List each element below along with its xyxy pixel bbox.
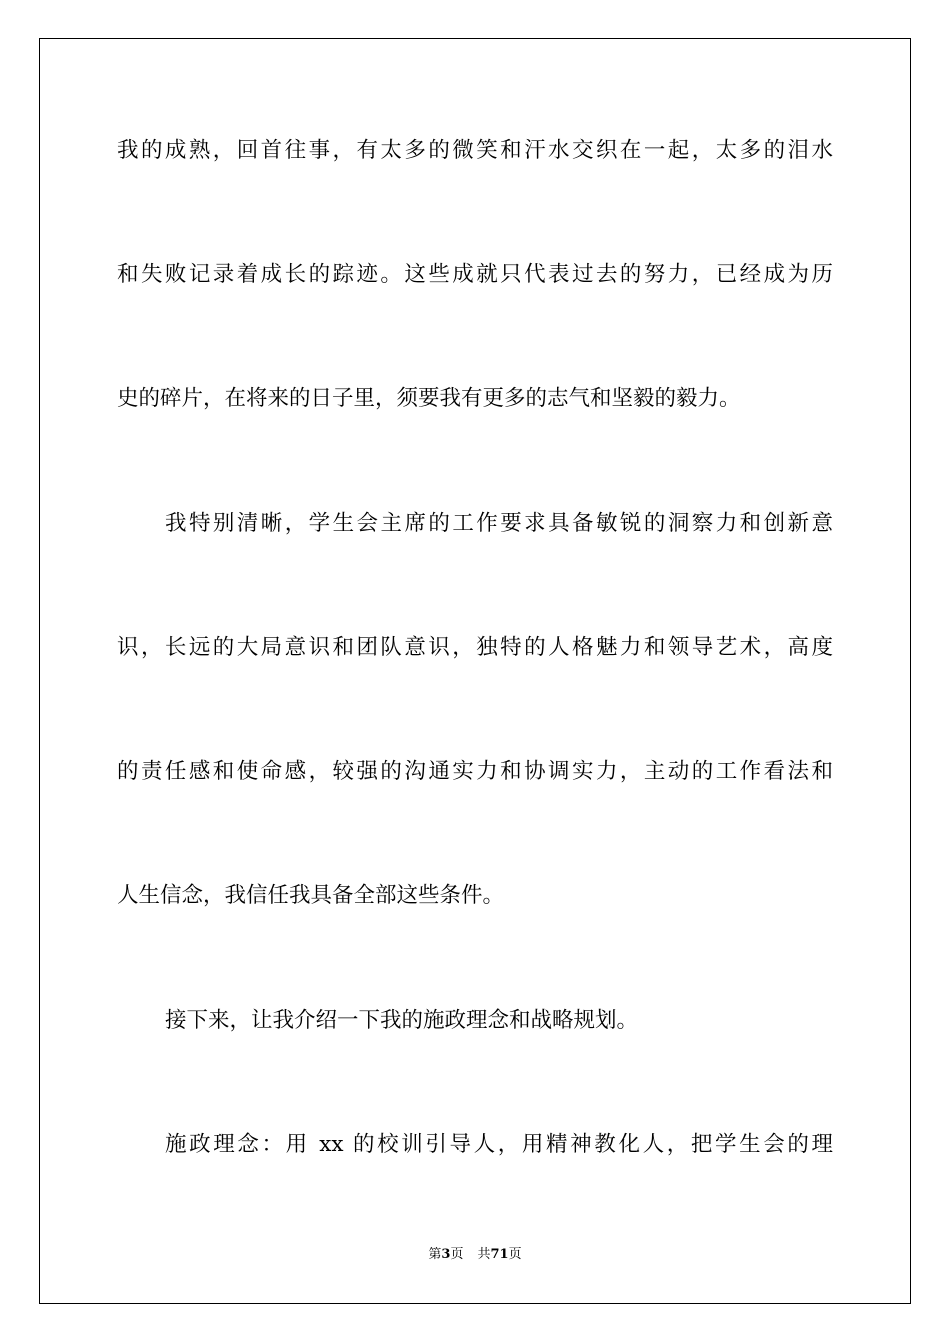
footer-page-suffix: 页	[450, 1247, 464, 1262]
page-footer	[0, 1246, 950, 1264]
footer-total-prefix: 共	[477, 1247, 491, 1262]
paragraph-line: 人生信念，我信任我具备全部这些条件。	[117, 883, 505, 908]
paragraph-line: 的责任感和使命感，较强的沟通实力和协调实力，主动的工作看法和	[117, 759, 833, 784]
paragraph-line: 我特别清晰，学生会主席的工作要求具备敏锐的洞察力和创新意	[165, 511, 833, 536]
footer-page-prefix: 第	[428, 1247, 442, 1262]
page-border	[39, 38, 911, 1304]
paragraph-line: 识，长远的大局意识和团队意识，独特的人格魅力和领导艺术，高度	[117, 635, 833, 660]
footer-page-number: 3	[441, 1247, 451, 1262]
paragraph-line: 史的碎片，在将来的日子里，须要我有更多的志气和坚毅的毅力。	[117, 386, 741, 411]
footer-total-pages: 71	[490, 1247, 509, 1262]
paragraph-line: 施政理念：用 xx 的校训引导人，用精神教化人，把学生会的理	[165, 1132, 833, 1157]
paragraph-line: 和失败记录着成长的踪迹。这些成就只代表过去的努力，已经成为历	[117, 262, 833, 287]
footer-total-suffix: 页	[508, 1247, 522, 1262]
paragraph-line: 我的成熟，回首往事，有太多的微笑和汗水交织在一起，太多的泪水	[117, 138, 833, 163]
paragraph-line: 接下来，让我介绍一下我的施政理念和战略规划。	[165, 1008, 639, 1033]
